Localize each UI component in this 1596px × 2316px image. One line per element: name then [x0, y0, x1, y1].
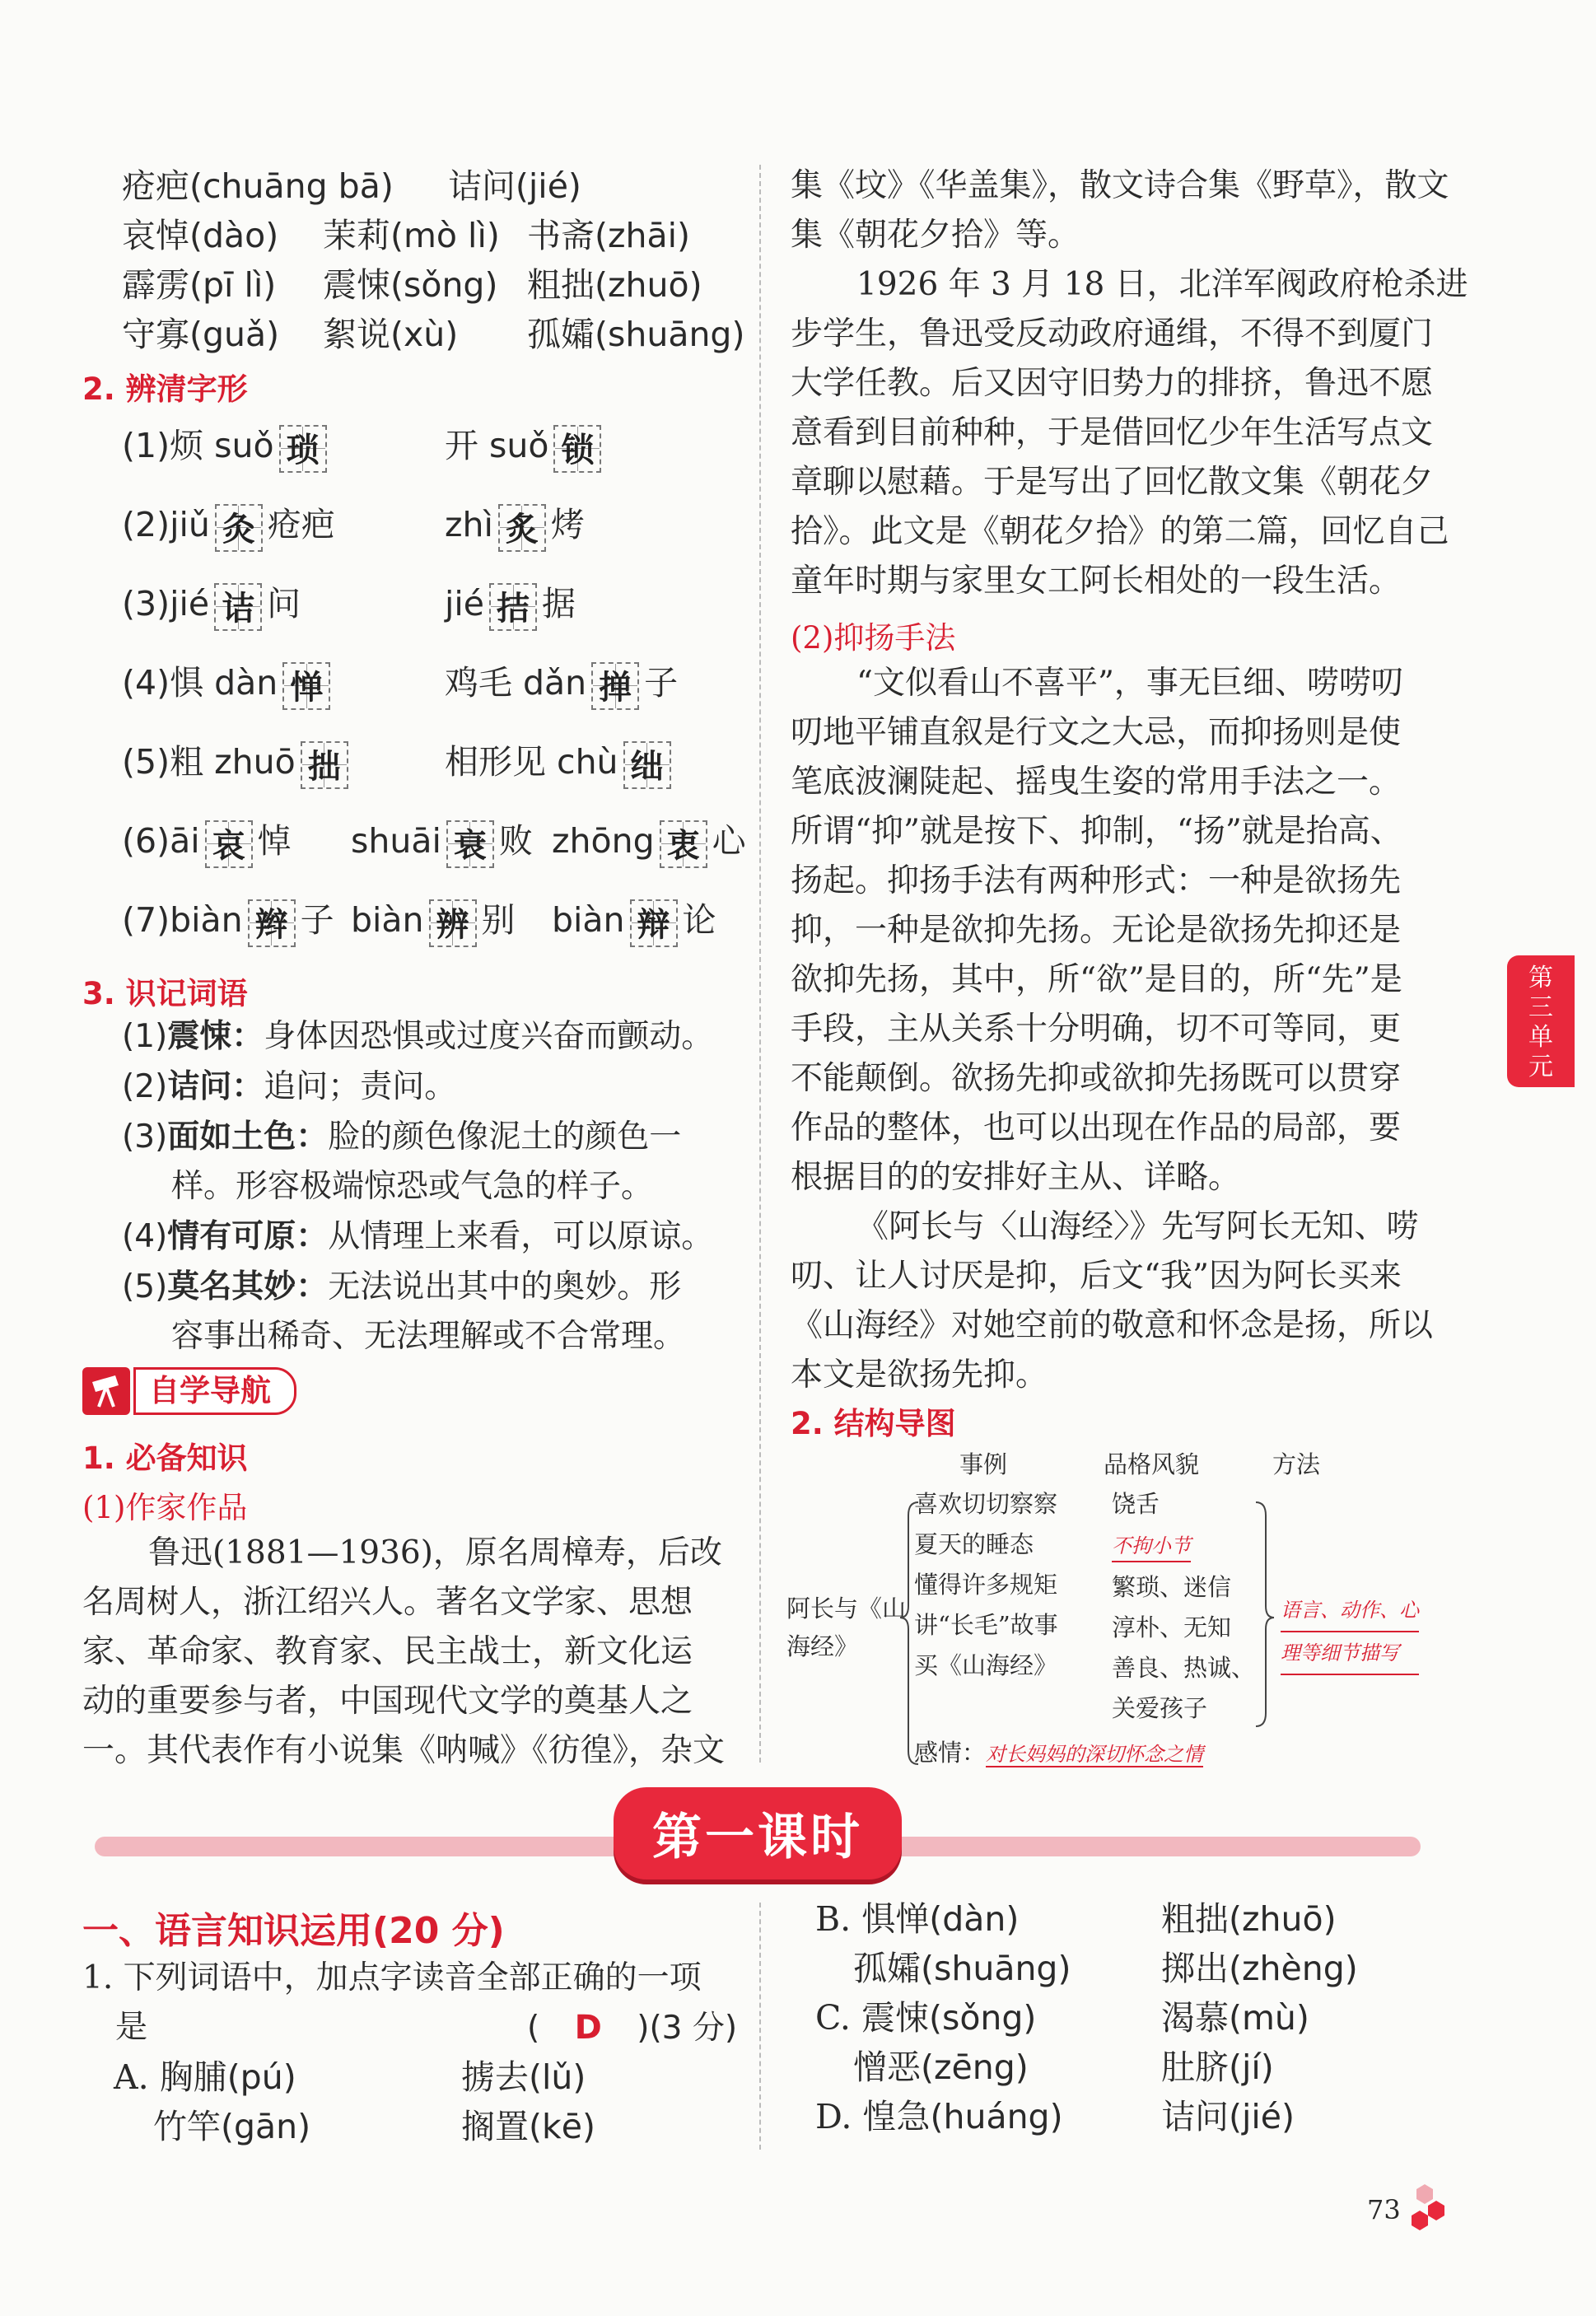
- author-subtitle: (1)作家作品: [82, 1490, 248, 1525]
- vocab-item: (4)情有可原：从情理上来看，可以原谅。: [122, 1217, 714, 1255]
- option-b-2: 粗拙(zhuō): [1161, 1899, 1337, 1939]
- nav-badge: [82, 1367, 296, 1415]
- unit-side-tab: [1507, 955, 1575, 1087]
- text-line: 手段，主从关系十分明确，切不可等同，更: [791, 1011, 1402, 1048]
- pinyin: biàn: [170, 900, 243, 940]
- word-tail: 疮疤: [267, 505, 335, 544]
- pinyin: 相形见 chù: [445, 742, 618, 782]
- question-1: [82, 1954, 741, 2052]
- answer-box: 辫: [248, 899, 296, 947]
- answer-box: 惮: [282, 662, 330, 710]
- item-number: (6): [122, 821, 170, 861]
- text-line: 1926 年 3 月 18 日，北洋军阀政府枪杀进: [856, 266, 1468, 303]
- option-c-2: 渴慕(mù): [1161, 1998, 1309, 2038]
- col-header-events: 事例: [959, 1450, 1008, 1478]
- event-item: 懂得许多规矩: [914, 1571, 1058, 1599]
- pinyin: jié: [445, 584, 485, 623]
- text-line: 集《朝花夕拾》等。: [791, 217, 1080, 254]
- option-b-4: 掷出(zhèng): [1161, 1949, 1358, 1988]
- word: 絮说: [323, 315, 390, 354]
- glyph-row-7c: [552, 893, 716, 947]
- section-title-glyphs: 2. 辨清字形: [82, 371, 248, 407]
- text-line: 名周树人，浙江绍兴人。著名文学家、思想: [82, 1584, 693, 1621]
- text-line: 拾》。此文是《朝花夕拾》的第二篇，回忆自己: [791, 513, 1449, 550]
- word: 疮疤: [122, 166, 189, 206]
- answer-mark: D: [574, 2009, 602, 2047]
- technique-paragraph: [791, 659, 1449, 1400]
- pinyin: 烦 suǒ: [170, 426, 274, 465]
- trait-item: 繁琐、迷信: [1112, 1573, 1232, 1601]
- word-tail: 别: [481, 900, 516, 940]
- event-item: 买《山海经》: [914, 1651, 1058, 1679]
- pinyin: 鸡毛 dǎn: [445, 663, 587, 703]
- bracket-close-score: )(3 分): [637, 2010, 738, 2047]
- option-d[interactable]: D. 惶急(huáng): [815, 2097, 1063, 2136]
- pinyin: (zhuō): [595, 265, 702, 305]
- word: 书斋: [527, 216, 595, 255]
- option-b-3: 孤孀(shuāng): [853, 1949, 1071, 1988]
- word: 茉莉: [323, 216, 390, 255]
- event-list: [914, 1484, 1058, 1686]
- answer-box: 拙: [301, 741, 348, 789]
- page-number: 73: [1367, 2194, 1401, 2225]
- pinyin: āi: [170, 821, 200, 861]
- pinyin: biàn: [552, 900, 625, 940]
- knowledge-title: 1. 必备知识: [82, 1440, 248, 1476]
- item-number: (3): [122, 584, 170, 623]
- word-tail: 子: [300, 900, 334, 940]
- trait-item: 关爱孩子: [1112, 1694, 1208, 1722]
- question-stem-cont: 是: [115, 2009, 148, 2046]
- text-line: 作品的整体，也可以出现在作品的局部，要: [791, 1109, 1402, 1146]
- answer-box: 锁: [553, 425, 601, 473]
- text-line: 《阿长与〈山海经〉》先写阿长无知、唠: [856, 1208, 1419, 1245]
- vocab-item: (2)诘问：追问；责问。: [122, 1067, 457, 1105]
- col-header-method: 方法: [1272, 1450, 1321, 1478]
- pinyin: 惧 dàn: [170, 663, 278, 703]
- option-c-4: 肚脐(jí): [1161, 2048, 1274, 2087]
- pinyin: (zhāi): [595, 216, 691, 255]
- glyph-row-5b: [445, 735, 676, 789]
- glyph-row-4a: [122, 656, 335, 710]
- text-line: 叨、让人讨厌是抑，后文“我”因为阿长买来: [791, 1258, 1402, 1295]
- glyph-row-6c: [552, 814, 746, 868]
- hexagon-decoration-icon: [1400, 2183, 1449, 2248]
- pinyin-row-4b: [323, 310, 458, 359]
- option-a-2: 掳去(lǔ): [461, 2057, 586, 2097]
- pinyin: zhì: [445, 505, 493, 544]
- option-c-3: 憎恶(zēng): [853, 2048, 1029, 2087]
- pinyin: (shuāng): [595, 315, 745, 354]
- pinyin: (jié): [515, 166, 581, 206]
- option-d-2: 诘问(jié): [1161, 2097, 1295, 2136]
- text-line: 扬起。抑扬手法有两种形式：一种是欲扬先: [791, 862, 1402, 899]
- glyph-row-7: [122, 893, 334, 947]
- trait-item: 淳朴、无知: [1112, 1613, 1232, 1641]
- text-line: 动的重要参与者，中国现代文学的奠基人之: [82, 1683, 693, 1720]
- glyph-row-2b: [445, 497, 585, 552]
- word-tail: 心: [712, 821, 746, 861]
- pinyin-row-3b: [323, 260, 497, 310]
- text-line: 本文是欲扬先抑。: [791, 1356, 1048, 1394]
- pinyin: (dào): [189, 216, 279, 255]
- answer-box: 灸: [215, 504, 263, 552]
- nav-badge-label: 自学导航: [133, 1367, 296, 1415]
- text-line: 叨地平铺直叙是行文之大忌，而抑扬则是使: [791, 714, 1402, 751]
- answer-box: 拮: [489, 583, 537, 631]
- pinyin: (mò lì): [390, 216, 500, 255]
- text-line: 所谓“抑”就是按下、抑制，“扬”就是抬高、: [791, 813, 1402, 850]
- pinyin-row-1: [122, 161, 581, 211]
- vocab-list: [122, 1011, 740, 1361]
- diagram-root: 阿长与《山 海经》: [786, 1595, 907, 1660]
- glyph-row-6b: [351, 814, 533, 868]
- text-line: 根据目的的安排好主从、详略。: [791, 1159, 1241, 1196]
- pinyin-row-3c: [527, 260, 702, 310]
- pinyin: zhōng: [552, 821, 655, 861]
- text-line: 意看到目前种种，于是借回忆少年生活写点文: [791, 414, 1434, 451]
- option-c[interactable]: C. 震悚(sǒng): [815, 1998, 1037, 2038]
- column-divider-bottom: [759, 1903, 761, 2150]
- section-title-vocab: 3. 识记词语: [82, 976, 248, 1011]
- item-number: (2): [122, 505, 170, 544]
- text-line: 笔底波澜陡起、摇曳生姿的常用手法之一。: [791, 763, 1402, 801]
- vocab-item: (5)莫名其妙：无法说出其中的奥妙。形: [122, 1268, 682, 1305]
- answer-box: 炙: [498, 504, 546, 552]
- text-line: 鲁迅(1881—1936)，原名周樟寿，后改: [148, 1534, 722, 1571]
- answer-box: 辩: [630, 899, 678, 947]
- event-item: 喜欢切切察察: [914, 1490, 1058, 1518]
- answer-box: 掸: [591, 662, 639, 710]
- glyph-row-6: [122, 814, 292, 868]
- text-line: 步学生，鲁迅受反动政府通缉，不得不到厦门: [791, 315, 1434, 353]
- item-number: (1): [122, 426, 170, 465]
- pinyin-row-2b: [323, 211, 500, 260]
- trait-item-handwritten: 不拘小节: [1112, 1531, 1191, 1562]
- pinyin: (pī lì): [189, 265, 277, 305]
- pinyin-row-3: [122, 260, 276, 310]
- lesson-banner: [614, 1787, 902, 1879]
- trait-item: 饶舌: [1112, 1490, 1160, 1518]
- pinyin-row-2: [122, 211, 278, 260]
- trait-list: [1112, 1484, 1255, 1729]
- pinyin: jié: [170, 584, 210, 623]
- word: 粗拙: [527, 265, 595, 305]
- pinyin: 粗 zhuō: [170, 742, 296, 782]
- vocab-item-cont: 样。形容极端惊恐或气急的样子。: [171, 1168, 654, 1205]
- answer-box: 琐: [279, 425, 327, 473]
- column-divider: [759, 165, 761, 1763]
- text-line: 一。其代表作有小说集《呐喊》《彷徨》，杂文: [82, 1732, 726, 1769]
- question-stem: 1. 下列词语中，加点字读音全部正确的一项: [82, 1959, 702, 1996]
- text-line: 欲抑先扬，其中，所“欲”是目的，所“先”是: [791, 961, 1402, 998]
- text-line: 《山海经》对她空前的敬意和怀念是扬，所以: [791, 1307, 1434, 1344]
- word-tail: 论: [682, 900, 716, 940]
- telescope-icon: [82, 1367, 130, 1415]
- pinyin: (chuāng bā): [189, 166, 394, 206]
- pinyin-row-4: [122, 310, 279, 359]
- word-tail: 烤: [550, 505, 585, 544]
- technique-subtitle: (2)抑扬手法: [791, 620, 956, 656]
- author-paragraph-left: [82, 1529, 733, 1776]
- answer-box: 辨: [429, 899, 477, 947]
- vocab-item: (1)震悚：身体因恐惧或过度兴奋而颤动。: [122, 1017, 714, 1055]
- vocab-item: (3)面如土色：脸的颜色像泥土的颜色一: [122, 1118, 682, 1156]
- trait-item: 善良、热诚、: [1112, 1654, 1256, 1682]
- pinyin: (xù): [390, 315, 459, 354]
- glyph-row-4b: [445, 656, 678, 710]
- glyph-row-1a: [122, 418, 332, 473]
- glyph-row-1b: [445, 418, 606, 473]
- option-a[interactable]: A. 胸脯(pú): [114, 2057, 296, 2097]
- answer-box: 绌: [623, 741, 671, 789]
- word: 哀悼: [122, 216, 189, 255]
- method-answer: 语言、动作、心 理等细节描写: [1281, 1590, 1419, 1675]
- glyph-row-5a: [122, 735, 353, 789]
- structure-title: 2. 结构导图: [791, 1406, 956, 1441]
- item-number: (7): [122, 900, 170, 940]
- word: 霹雳: [122, 265, 189, 305]
- pinyin: (sǒng): [390, 265, 498, 305]
- item-number: (5): [122, 742, 170, 782]
- answer-box: 衷: [660, 820, 707, 868]
- glyph-row-2a: [122, 497, 335, 552]
- pinyin: shuāi: [351, 821, 441, 861]
- text-line: 抑，一种是欲抑先扬。无论是欲扬先抑还是: [791, 912, 1402, 949]
- item-number: (4): [122, 663, 170, 703]
- structure-diagram: [786, 1441, 1445, 1771]
- text-line: 家、革命家、教育家、民主战士，新文化运: [82, 1633, 693, 1670]
- emotion-label: 感情：: [914, 1739, 987, 1767]
- word-tail: 子: [644, 663, 679, 703]
- bracket-open: (: [527, 2010, 540, 2047]
- word-tail: 问: [267, 584, 301, 623]
- option-b[interactable]: B. 惧惮(dàn): [815, 1899, 1020, 1939]
- pinyin: jiǔ: [170, 505, 210, 544]
- word-tail: 悼: [257, 821, 292, 861]
- side-tab-label: 第三单元: [1528, 964, 1553, 1081]
- glyph-row-3b: [445, 577, 576, 631]
- pinyin-row-2c: [527, 211, 690, 260]
- glyph-row-7b: [351, 893, 516, 947]
- answer-box: 诘: [214, 583, 262, 631]
- text-line: “文似看山不喜平”，事无巨细、唠唠叨: [856, 665, 1403, 702]
- vocab-item-cont: 容事出稀奇、无法理解或不合常理。: [171, 1318, 686, 1355]
- emotion-row: [914, 1735, 1203, 1768]
- text-line: 大学任教。后又因守旧势力的排挤，鲁迅不愿: [791, 365, 1434, 402]
- pinyin: biàn: [351, 900, 424, 940]
- part1-title: 一、语言知识运用(20 分): [82, 1910, 505, 1952]
- word-tail: 据: [542, 584, 576, 623]
- option-a-4: 搁置(kē): [461, 2107, 595, 2146]
- glyph-row-3a: [122, 577, 301, 631]
- author-paragraph-right: [791, 161, 1468, 606]
- answer-box: 哀: [205, 820, 253, 868]
- col-header-traits: 品格风貌: [1104, 1450, 1200, 1478]
- text-line: 不能颠倒。欲扬先抑或欲抑先扬既可以贯穿: [791, 1060, 1402, 1097]
- pinyin: 开 suǒ: [445, 426, 549, 465]
- text-line: 章聊以慰藉。于是写出了回忆散文集《朝花夕: [791, 464, 1434, 501]
- text-line: 童年时期与家里女工阿长相处的一段生活。: [791, 563, 1402, 600]
- word: 守寡: [122, 315, 189, 354]
- pinyin-row-4c: [527, 310, 744, 359]
- word-tail: 败: [498, 821, 533, 861]
- option-a-3: 竹竿(gān): [153, 2107, 311, 2146]
- pinyin: (guǎ): [189, 315, 280, 354]
- answer-box: 衰: [446, 820, 494, 868]
- event-item: 夏天的睡态: [914, 1530, 1034, 1558]
- word: 震悚: [323, 265, 390, 305]
- event-item: 讲“长毛”故事: [914, 1611, 1058, 1639]
- lesson-banner-label: 第一课时: [652, 1809, 863, 1866]
- word: 诘问: [447, 166, 516, 206]
- text-line: 集《坟》《华盖集》，散文诗合集《野草》，散文: [791, 167, 1449, 204]
- emotion-answer: 对长妈妈的深切怀念之情: [986, 1743, 1204, 1766]
- word: 孤孀: [527, 315, 595, 354]
